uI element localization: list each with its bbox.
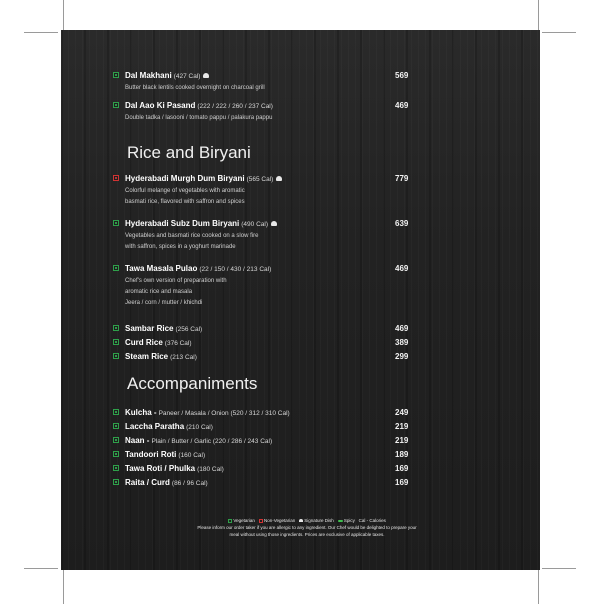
- tax-note: meal without using those ingredients. Prices are exclusive of applicable taxes.: [229, 532, 385, 537]
- item-calories: (222 / 222 / 260 / 237 Cal): [197, 103, 273, 110]
- item-name: Kulcha -: [125, 408, 157, 417]
- item-name: Tawa Roti / Phulka: [125, 464, 196, 473]
- menu-item: [125, 323, 409, 335]
- item-calories: Plain / Butter / Garlic (220 / 286 / 243 Cal): [151, 438, 273, 445]
- section-title: Rice and Biryani: [127, 143, 251, 162]
- item-calories: (86 / 96 Cal): [171, 480, 208, 487]
- crop-mark: [542, 568, 576, 569]
- item-price: 299: [395, 352, 409, 361]
- item-description: with saffron, spices in a yoghurt marinade: [125, 244, 236, 250]
- legend-calories: Cal - Calories: [358, 518, 386, 523]
- item-name: Sambar Rice: [125, 324, 174, 333]
- item-name: Laccha Paratha: [125, 422, 185, 431]
- veg-icon: [113, 479, 119, 485]
- menu-item: [125, 463, 409, 475]
- veg-icon: [113, 102, 119, 108]
- crop-mark: [63, 570, 64, 604]
- item-price: 169: [395, 464, 409, 473]
- menu-item: [125, 100, 409, 124]
- item-price: 639: [395, 219, 409, 228]
- menu-item: [125, 421, 409, 433]
- veg-icon: [113, 451, 119, 457]
- non-veg-icon: [113, 175, 119, 181]
- veg-icon: [113, 353, 119, 359]
- item-price: 219: [395, 436, 409, 445]
- item-calories: (213 Cal): [170, 354, 197, 361]
- menu-item: [125, 263, 409, 309]
- veg-icon: [113, 437, 119, 443]
- chef-hat-icon: [271, 221, 277, 226]
- item-name: Dal Makhani: [125, 71, 172, 80]
- crop-mark: [538, 0, 539, 34]
- legend-spicy: Spicy: [343, 518, 355, 523]
- item-price: 169: [395, 478, 409, 487]
- item-price: 219: [395, 422, 409, 431]
- legend-chef: Signature Dish: [304, 518, 334, 523]
- veg-icon: [113, 465, 119, 471]
- item-calories: (210 Cal): [186, 424, 213, 431]
- item-price: 469: [395, 264, 409, 273]
- item-description: basmati rice, flavored with saffron and spices: [125, 199, 245, 205]
- menu-legend: [147, 517, 467, 538]
- item-name: Steam Rice: [125, 352, 169, 361]
- item-calories: (376 Cal): [164, 340, 192, 347]
- item-calories: Paneer / Masala / Onion (520 / 312 / 310 Cal): [158, 410, 290, 417]
- chef-hat-icon: [276, 176, 282, 181]
- item-price: 249: [395, 408, 409, 417]
- item-calories: (160 Cal): [178, 452, 206, 459]
- item-description: Butter black lentils cooked overnight on charcoal grill: [125, 85, 265, 91]
- crop-mark: [24, 568, 58, 569]
- item-description: Chef's own version of preparation with: [125, 278, 227, 284]
- crop-mark: [63, 0, 64, 34]
- veg-icon: [113, 339, 119, 345]
- veg-icon: [228, 519, 232, 523]
- item-price: 389: [395, 338, 409, 347]
- veg-icon: [113, 409, 119, 415]
- veg-icon: [113, 72, 119, 78]
- menu-item: [125, 337, 409, 349]
- item-description: Jeera / corn / mutter / khichdi: [125, 300, 203, 306]
- chili-icon: [338, 520, 343, 522]
- veg-icon: [113, 325, 119, 331]
- item-price: 779: [395, 174, 409, 183]
- item-calories: (490 Cal): [241, 221, 268, 228]
- section-title: Accompaniments: [127, 374, 258, 393]
- non-veg-icon: [259, 519, 263, 523]
- crop-mark: [538, 570, 539, 604]
- crop-mark: [24, 32, 58, 33]
- veg-icon: [113, 423, 119, 429]
- item-name: Hyderabadi Murgh Dum Biryani: [125, 174, 245, 183]
- item-name: Dal Aao Ki Pasand: [125, 101, 196, 110]
- item-calories: (565 Cal): [246, 176, 274, 183]
- item-description: Vegetables and basmati rice cooked on a slow fire: [125, 233, 259, 239]
- legend-veg: Vegetarian: [233, 518, 255, 523]
- menu-item: [125, 435, 409, 447]
- item-calories: (22 / 150 / 430 / 213 Cal): [199, 266, 272, 273]
- item-calories: (256 Cal): [175, 326, 203, 333]
- item-price: 469: [395, 101, 409, 110]
- menu-item: [125, 449, 409, 461]
- veg-icon: [113, 220, 119, 226]
- menu-item: [125, 218, 409, 253]
- item-name: Curd Rice: [125, 338, 163, 347]
- menu-page: [61, 30, 540, 570]
- veg-icon: [113, 265, 119, 271]
- item-calories: (180 Cal): [197, 466, 224, 473]
- menu-item: [125, 351, 409, 363]
- menu-item: [125, 407, 409, 419]
- item-description: Double tadka / lasooni / tomato pappu / palakura pappu: [125, 115, 273, 121]
- menu-item: [125, 173, 409, 208]
- item-name: Naan -: [125, 436, 150, 445]
- crop-mark: [542, 32, 576, 33]
- item-name: Tawa Masala Pulao: [125, 264, 198, 273]
- item-price: 569: [395, 71, 409, 80]
- chef-hat-icon: [203, 73, 209, 78]
- item-name: Tandoori Roti: [125, 450, 177, 459]
- item-name: Hyderabadi Subz Dum Biryani: [125, 219, 240, 228]
- item-price: 469: [395, 324, 409, 333]
- chef-hat-icon: [299, 519, 303, 522]
- allergy-note: Please inform our order taker if you are allergic to any ingredient. Our Chef would be delighted to prepare your: [197, 525, 417, 530]
- item-calories: (427 Cal): [173, 73, 201, 80]
- item-name: Raita / Curd: [125, 478, 170, 487]
- item-price: 189: [395, 450, 409, 459]
- item-description: aromatic rice and masala: [125, 289, 193, 295]
- menu-item: [125, 70, 409, 94]
- item-description: Colorful melange of vegetables with aromatic: [125, 188, 245, 194]
- menu-item: [125, 477, 409, 489]
- legend-nonveg: Non-Vegetarian: [263, 518, 296, 523]
